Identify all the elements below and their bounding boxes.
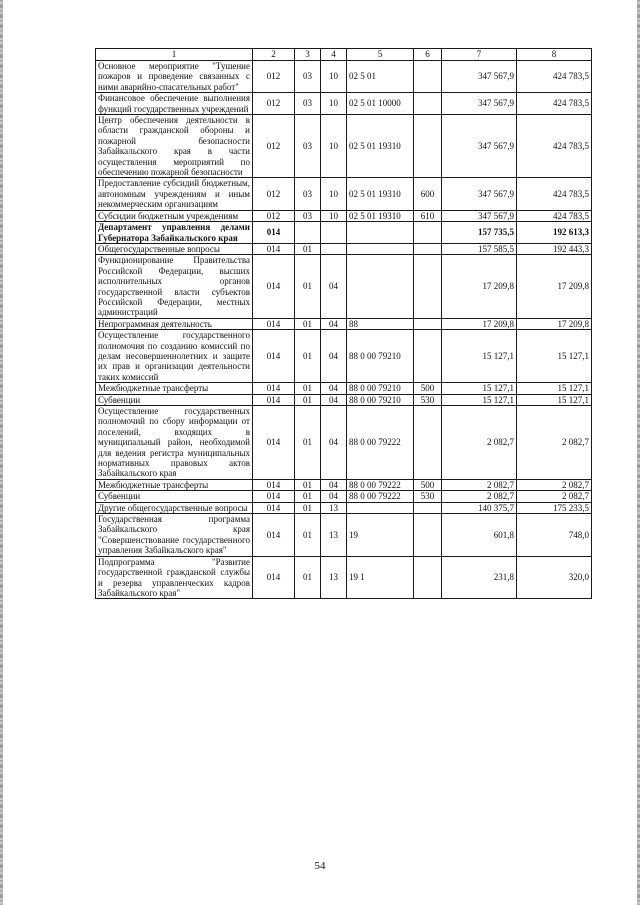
row-amount-col8: 15 127,1 [517, 330, 592, 383]
row-subsection-code: 04 [321, 394, 347, 405]
row-section-code [295, 222, 321, 244]
table-row [96, 243, 592, 254]
row-name-cell: Межбюджетные трансферты [96, 479, 253, 490]
row-expense-type [414, 556, 442, 599]
row-subsection-code: 10 [321, 210, 347, 221]
table-row [96, 93, 592, 115]
row-name-cell: Общегосударственные вопросы [96, 243, 253, 254]
row-expense-type [414, 514, 442, 557]
row-section-code: 01 [295, 556, 321, 599]
row-admin-code: 012 [253, 61, 295, 93]
row-section-code: 01 [295, 491, 321, 502]
row-target-code: 88 0 00 79210 [347, 394, 414, 405]
row-amount-col8: 192 443,3 [517, 243, 592, 254]
row-section-code: 01 [295, 330, 321, 383]
row-section-code: 01 [295, 394, 321, 405]
row-expense-type [414, 93, 442, 115]
row-amount-col7: 15 127,1 [442, 383, 517, 394]
row-target-code: 02 5 01 19310 [347, 210, 414, 221]
row-name-cell: Межбюджетные трансферты [96, 383, 253, 394]
row-amount-col7: 2 082,7 [442, 406, 517, 480]
row-amount-col8: 2 082,7 [517, 491, 592, 502]
table-row [96, 115, 592, 178]
table-row [96, 514, 592, 557]
row-expense-type [414, 406, 442, 480]
table-row [96, 479, 592, 490]
row-name-cell: Финансовое обеспечение выполнения функций государственных учреждений [96, 93, 253, 115]
row-subsection-code: 10 [321, 61, 347, 93]
row-amount-col7: 17 209,8 [442, 318, 517, 329]
row-subsection-code: 10 [321, 115, 347, 178]
row-admin-code: 012 [253, 210, 295, 221]
row-expense-type: 530 [414, 491, 442, 502]
header-cell-7: 7 [442, 49, 517, 61]
row-section-code: 03 [295, 61, 321, 93]
table-row [96, 406, 592, 480]
row-section-code: 01 [295, 255, 321, 318]
row-amount-col8: 2 082,7 [517, 406, 592, 480]
table-row [96, 383, 592, 394]
table-row [96, 222, 592, 244]
row-admin-code: 014 [253, 502, 295, 513]
row-section-code: 01 [295, 243, 321, 254]
row-target-code: 02 5 01 [347, 61, 414, 93]
table-row [96, 318, 592, 329]
row-amount-col8: 424 783,5 [517, 61, 592, 93]
row-section-code: 01 [295, 318, 321, 329]
row-expense-type: 600 [414, 178, 442, 210]
row-amount-col8: 15 127,1 [517, 383, 592, 394]
row-name-cell: Центр обеспечения деятельности в области гражданской обороны и пожарной безопасности Забайкальского края в части осуществления мероприятий по обеспечению пожарной безопасности [96, 115, 253, 178]
row-amount-col7: 157 735,5 [442, 222, 517, 244]
header-row [96, 49, 592, 61]
row-name-cell: Функционирование Правительства Российской Федерации, высших исполнительных органов государственной власти субъектов Российской Федерации, местных администраций [96, 255, 253, 318]
row-expense-type: 500 [414, 383, 442, 394]
row-admin-code: 014 [253, 222, 295, 244]
row-name-cell: Осуществление государственного полномочия по созданию комиссий по делам несовершеннолетних и защите их прав и организации деятельности таких комиссий [96, 330, 253, 383]
table-row [96, 255, 592, 318]
table-row [96, 61, 592, 93]
row-name-cell: Непрограммная деятельность [96, 318, 253, 329]
row-admin-code: 014 [253, 318, 295, 329]
row-name-cell: Осуществление государственных полномочий по сбору информации от поселений, входящих в муниципальный район, необходимой для ведения регистра муниципальных нормативных правовых актов Забайкальского края [96, 406, 253, 480]
row-target-code [347, 243, 414, 254]
page-number: 54 [314, 860, 326, 872]
row-admin-code: 014 [253, 406, 295, 480]
row-target-code: 88 0 00 79210 [347, 330, 414, 383]
row-amount-col7: 347 567,9 [442, 210, 517, 221]
row-section-code: 03 [295, 178, 321, 210]
row-name-cell: Подпрограмма "Развитие государственной гражданской службы и резерва управленческих кадров Забайкальского края" [96, 556, 253, 599]
row-name-cell: Основное мероприятие "Тушение пожаров и проведение связанных с ними аварийно-спасательных работ" [96, 61, 253, 93]
row-amount-col7: 347 567,9 [442, 93, 517, 115]
row-admin-code: 014 [253, 255, 295, 318]
row-subsection-code: 13 [321, 514, 347, 557]
budget-table-body [96, 49, 592, 599]
table-row [96, 178, 592, 210]
row-amount-col8: 320,0 [517, 556, 592, 599]
row-amount-col7: 231,8 [442, 556, 517, 599]
table-row [96, 491, 592, 502]
row-admin-code: 014 [253, 491, 295, 502]
row-amount-col7: 15 127,1 [442, 330, 517, 383]
header-cell-4: 4 [321, 49, 347, 61]
row-amount-col7: 2 082,7 [442, 479, 517, 490]
row-subsection-code: 04 [321, 330, 347, 383]
row-amount-col8: 192 613,3 [517, 222, 592, 244]
budget-table [95, 48, 592, 599]
row-amount-col7: 601,8 [442, 514, 517, 557]
row-subsection-code: 04 [321, 491, 347, 502]
row-subsection-code: 04 [321, 406, 347, 480]
header-cell-5: 5 [347, 49, 414, 61]
header-cell-2: 2 [253, 49, 295, 61]
row-section-code: 01 [295, 502, 321, 513]
row-target-code: 88 0 00 79222 [347, 406, 414, 480]
row-subsection-code [321, 222, 347, 244]
row-name-cell: Субвенции [96, 491, 253, 502]
row-name-cell: Предоставление субсидий бюджетным, автономным учреждениям и иным некоммерческим организациям [96, 178, 253, 210]
row-admin-code: 012 [253, 115, 295, 178]
row-section-code: 01 [295, 479, 321, 490]
row-subsection-code: 10 [321, 93, 347, 115]
scan-edge-left [0, 0, 3, 905]
row-target-code: 19 1 [347, 556, 414, 599]
row-name-cell: Субсидии бюджетным учреждениям [96, 210, 253, 221]
row-amount-col8: 15 127,1 [517, 394, 592, 405]
row-amount-col8: 748,0 [517, 514, 592, 557]
row-subsection-code: 04 [321, 318, 347, 329]
header-cell-8: 8 [517, 49, 592, 61]
row-admin-code: 012 [253, 93, 295, 115]
row-amount-col7: 347 567,9 [442, 178, 517, 210]
row-subsection-code [321, 243, 347, 254]
row-target-code [347, 222, 414, 244]
row-expense-type [414, 255, 442, 318]
row-name-cell: Государственная программа Забайкальского края "Совершенствование государственного управления Забайкальского края" [96, 514, 253, 557]
row-admin-code: 014 [253, 330, 295, 383]
row-amount-col7: 2 082,7 [442, 491, 517, 502]
row-subsection-code: 13 [321, 556, 347, 599]
row-amount-col8: 2 082,7 [517, 479, 592, 490]
row-amount-col8: 424 783,5 [517, 115, 592, 178]
row-expense-type [414, 222, 442, 244]
table-row [96, 394, 592, 405]
row-name-cell: Другие общегосударственные вопросы [96, 502, 253, 513]
row-amount-col7: 140 375,7 [442, 502, 517, 513]
row-admin-code: 014 [253, 556, 295, 599]
table-row [96, 330, 592, 383]
row-admin-code: 014 [253, 394, 295, 405]
row-amount-col7: 15 127,1 [442, 394, 517, 405]
row-admin-code: 014 [253, 383, 295, 394]
row-section-code: 01 [295, 514, 321, 557]
row-admin-code: 014 [253, 479, 295, 490]
row-target-code: 19 [347, 514, 414, 557]
row-expense-type [414, 243, 442, 254]
row-expense-type [414, 115, 442, 178]
row-amount-col8: 17 209,8 [517, 255, 592, 318]
row-name-cell: Департамент управления делами Губернатора Забайкальского края [96, 222, 253, 244]
row-admin-code: 012 [253, 178, 295, 210]
header-cell-1: 1 [96, 49, 253, 61]
row-amount-col7: 17 209,8 [442, 255, 517, 318]
row-target-code [347, 502, 414, 513]
row-amount-col8: 175 233,5 [517, 502, 592, 513]
row-amount-col8: 424 783,5 [517, 210, 592, 221]
row-section-code: 01 [295, 383, 321, 394]
row-expense-type [414, 61, 442, 93]
row-admin-code: 014 [253, 514, 295, 557]
row-amount-col8: 424 783,5 [517, 93, 592, 115]
row-target-code: 02 5 01 19310 [347, 115, 414, 178]
row-target-code [347, 255, 414, 318]
row-target-code: 88 0 00 79210 [347, 383, 414, 394]
row-admin-code: 014 [253, 243, 295, 254]
row-amount-col8: 424 783,5 [517, 178, 592, 210]
row-subsection-code: 04 [321, 479, 347, 490]
row-target-code: 88 0 00 79222 [347, 479, 414, 490]
row-subsection-code: 10 [321, 178, 347, 210]
row-subsection-code: 04 [321, 383, 347, 394]
header-cell-6: 6 [414, 49, 442, 61]
row-section-code: 03 [295, 115, 321, 178]
row-target-code: 88 [347, 318, 414, 329]
row-expense-type [414, 502, 442, 513]
row-target-code: 02 5 01 19310 [347, 178, 414, 210]
table-row [96, 502, 592, 513]
row-expense-type: 610 [414, 210, 442, 221]
row-amount-col8: 17 209,8 [517, 318, 592, 329]
table-row [96, 210, 592, 221]
row-section-code: 03 [295, 210, 321, 221]
row-subsection-code: 13 [321, 502, 347, 513]
header-cell-3: 3 [295, 49, 321, 61]
row-expense-type [414, 318, 442, 329]
row-expense-type [414, 330, 442, 383]
row-amount-col7: 347 567,9 [442, 115, 517, 178]
row-amount-col7: 347 567,9 [442, 61, 517, 93]
row-target-code: 88 0 00 79222 [347, 491, 414, 502]
row-name-cell: Субвенции [96, 394, 253, 405]
table-row [96, 556, 592, 599]
row-section-code: 01 [295, 406, 321, 480]
row-expense-type: 500 [414, 479, 442, 490]
row-section-code: 03 [295, 93, 321, 115]
row-subsection-code: 04 [321, 255, 347, 318]
row-target-code: 02 5 01 10000 [347, 93, 414, 115]
row-expense-type: 530 [414, 394, 442, 405]
row-amount-col7: 157 585,5 [442, 243, 517, 254]
